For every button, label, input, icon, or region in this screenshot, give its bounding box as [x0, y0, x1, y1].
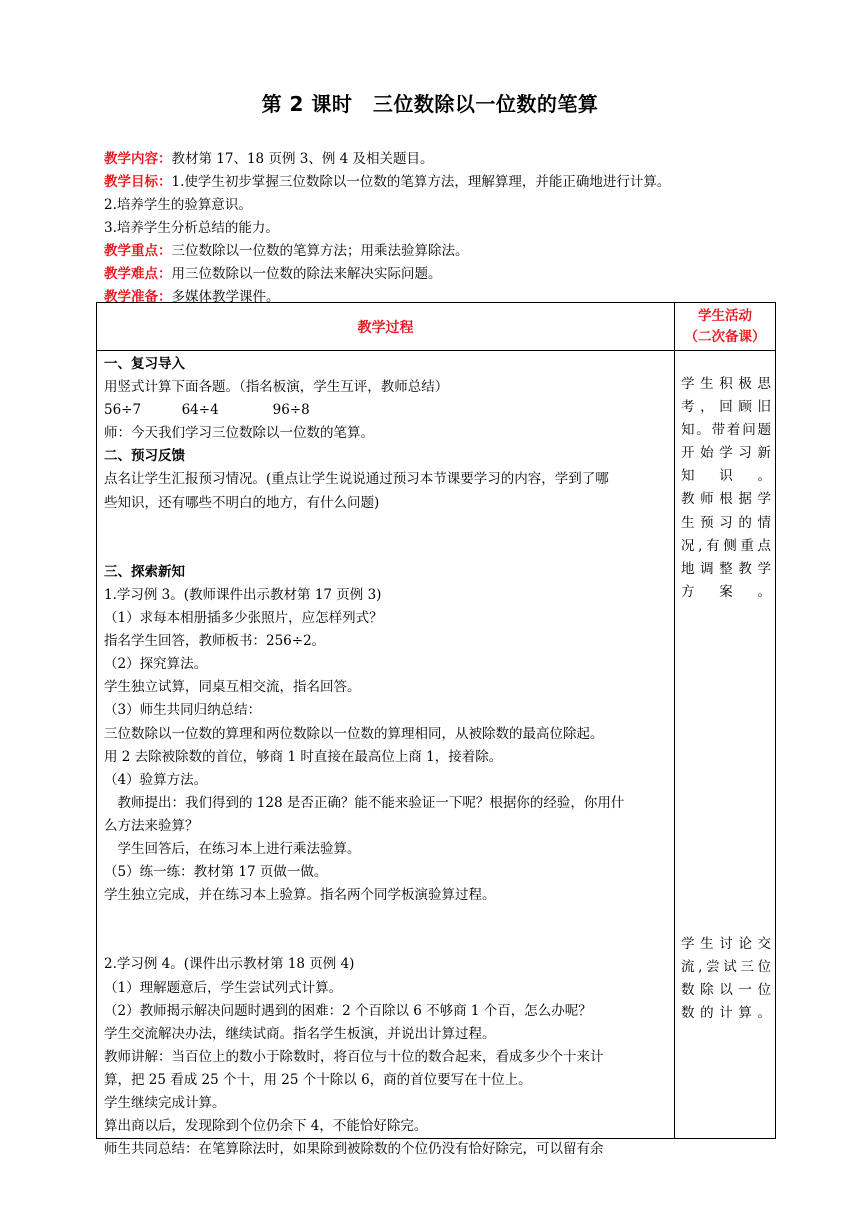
meta-text: 1.使学生初步掌握三位数除以一位数的笔算方法，理解算理，并能正确地进行计算。: [171, 174, 671, 190]
header-teaching-process: 教学过程: [357, 319, 414, 336]
process-line: [104, 515, 672, 538]
activity-line: 生预习的情: [681, 514, 771, 531]
process-line: 学生独立试算，同桌互相交流，指名回答。: [104, 679, 361, 696]
meta-row: [104, 171, 784, 194]
activity-line: 流,尝试三位: [681, 959, 771, 976]
process-line: 些知识，还有哪些不明白的地方，有什么问题): [104, 494, 380, 511]
activity-block-1: [681, 373, 771, 604]
process-line: （4）验算方法。: [104, 771, 208, 788]
activity-line: 地调整教学: [681, 560, 771, 577]
header-student-activity: [675, 303, 775, 350]
meta-label: 教学重点：: [104, 243, 172, 259]
header-activity-line-2: （二次备课）: [684, 329, 766, 345]
activity-line: 数的计算。: [681, 1005, 771, 1022]
meta-text: 用三位数除以一位数的除法来解决实际问题。: [171, 266, 442, 282]
activity-line: 数除以一位: [681, 982, 771, 999]
process-line: 学生独立完成，并在练习本上验算。指名两个同学板演验算过程。: [104, 887, 496, 904]
process-line: 学生继续完成计算。: [104, 1095, 226, 1111]
meta-label: 教学内容：: [104, 151, 172, 167]
activity-line: 况,有侧重点: [681, 537, 771, 554]
section-heading: 三、探索新知: [104, 563, 185, 580]
meta-row: [104, 217, 784, 240]
meta-text: 3.培养学生分析总结的能力。: [104, 220, 279, 236]
column-divider: [674, 303, 675, 1138]
meta-row: [104, 240, 784, 263]
section-heading: 一、复习导入: [104, 356, 185, 372]
meta-text: 多媒体教学课件。: [171, 289, 280, 305]
meta-row: [104, 263, 784, 286]
process-line: 点名让学生汇报预习情况。(重点让学生说说通过预习本节课要学习的内容，学到了哪: [104, 471, 609, 488]
process-line: 师生共同总结：在笔算除法时，如果除到被除数的个位仍没有恰好除完，可以留有余: [104, 1141, 604, 1158]
teaching-process-table: [96, 302, 776, 1158]
header-divider: [97, 350, 775, 351]
process-line: 2.学习例 4。(课件出示教材第 18 页例 4): [104, 956, 355, 973]
process-line: 学生交流解决办法，继续试商。指名学生板演，并说出计算过程。: [104, 1025, 496, 1042]
process-line: 学生回答后，在练习本上进行乘法验算。: [104, 840, 361, 857]
activity-line: 学生讨论交: [681, 936, 771, 952]
process-line: （1）理解题意后，学生尝试列式计算。: [104, 979, 343, 996]
lesson-meta: [104, 148, 784, 309]
process-line: 三位数除以一位数的算理和两位数除以一位数的算理相同，从被除数的最高位除起。: [104, 725, 604, 742]
process-line: [104, 930, 672, 953]
process-line: 师：今天我们学习三位数除以一位数的笔算。: [104, 425, 374, 442]
process-line: 用竖式计算下面各题。（指名板演，学生互评，教师总结）: [104, 379, 449, 396]
process-line: （2）教师揭示解决问题时遇到的困难：2 个百除以 6 不够商 1 个百，怎么办呢？: [104, 1002, 592, 1019]
process-line: 教师讲解：当百位上的数小于除数时，将百位与十位的数合起来，看成多少个十来计: [104, 1048, 604, 1065]
activity-line: 教师根据学: [681, 491, 771, 508]
process-line: （5）练一练：教材第 17 页做一做。: [104, 864, 328, 881]
activity-line: 知识。: [681, 468, 771, 485]
process-line: [104, 907, 672, 930]
meta-row: [104, 148, 784, 171]
activity-line: 学生积极思: [681, 376, 771, 392]
process-content: [104, 353, 672, 1161]
process-line: （2）探究算法。: [104, 656, 208, 673]
page-title: 第 2 课时 三位数除以一位数的笔算: [261, 92, 599, 116]
process-line: [104, 538, 672, 561]
activity-line: 知。带着问题: [681, 422, 771, 439]
section-heading: 二、预习反馈: [104, 448, 185, 465]
process-line: （3）师生共同归纳总结：: [104, 702, 262, 719]
process-line: 指名学生回答，教师板书：256÷2。: [104, 633, 326, 650]
process-line: （1）求每本相册插多少张照片，应怎样列式？: [104, 610, 383, 627]
meta-label: 教学目标：: [104, 174, 172, 190]
process-line: 56÷7 64÷4 96÷8: [104, 402, 310, 419]
activity-line: 开始学习新: [681, 445, 771, 462]
process-line: 算出商以后，发现除到个位仍余下 4，不能恰好除完。: [104, 1118, 428, 1135]
process-line: 1.学习例 3。(教师课件出示教材第 17 页例 3): [104, 586, 382, 603]
process-line: 教师提出：我们得到的 128 是否正确？能不能来验证一下呢？根据你的经验，你用什: [104, 794, 625, 811]
process-line: 么方法来验算？: [104, 817, 199, 834]
meta-text: 三位数除以一位数的笔算方法；用乘法验算除法。: [171, 243, 469, 259]
header-activity-line-1: 学生活动: [698, 308, 752, 324]
meta-text: 2.培养学生的验算意识。: [104, 197, 252, 213]
activity-line: 方案。: [681, 583, 771, 600]
meta-label: 教学难点：: [104, 266, 172, 282]
process-line: 算，把 25 看成 25 个十，用 25 个十除以 6，商的首位要写在十位上。: [104, 1071, 532, 1088]
meta-label: 教学准备：: [104, 289, 172, 305]
activity-block-2: [681, 933, 771, 1025]
process-line: 用 2 去除被除数的首位，够商 1 时直接在最高位上商 1，接着除。: [104, 748, 503, 765]
meta-row: [104, 194, 784, 217]
activity-line: 考，回顾旧: [681, 399, 771, 416]
meta-text: 教材第 17、18 页例 3、例 4 及相关题目。: [171, 151, 434, 167]
